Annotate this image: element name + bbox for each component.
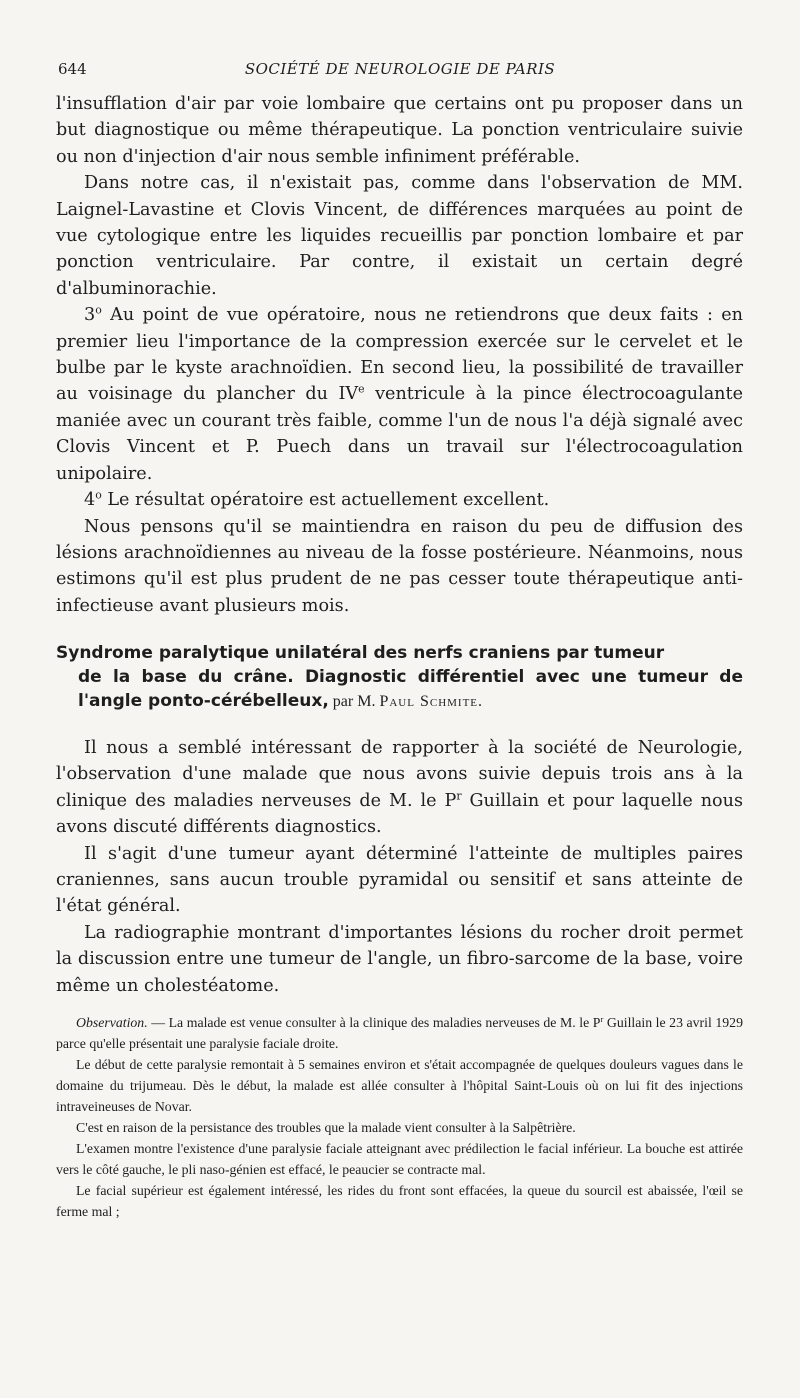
article-body [56,735,743,999]
dash: — [147,1015,169,1030]
title-superscript: r [456,789,462,803]
paragraph: Il s'agit d'une tumeur ayant déterminé l'atteinte de multiples paires craniennes, sans aucun trouble pyramidal ou sensitif et sans atteinte de l'état général. [56,843,743,917]
paragraph-text: Guillain et pour laquelle nous avons discuté différents diagnostics. [56,790,743,838]
ordinal-superscript: o [95,303,102,317]
paragraph-text: Il nous a semblé intéressant de rapporter à la société de Neurologie, l'observation d'une malade que nous avons suivie depuis trois ans à la clinique des maladies nerveuses de M. le P [56,738,743,811]
paragraph-point-4 [56,487,743,513]
paragraph-text: Guillain le 23 avril 1929 parce qu'elle présentait une paralysie faciale droite. [56,1015,743,1051]
page-number: 644 [58,60,87,78]
point-number: 3 [84,305,96,326]
heading-text: de la base du crâne. Diagnostic différentiel avec une tumeur de l'angle ponto-cérébelleux, [78,667,743,711]
ordinal-superscript: e [358,382,365,396]
observation-section [56,1012,743,1222]
observation-paragraph: C'est en raison de la persistance des troubles que la malade vient consulter à la Salpêtrière. [76,1120,576,1135]
paragraph-point-3 [56,302,743,487]
observation-paragraph: Le début de cette paralysie remontait à 5 semaines environ et s'était accompagnée de quelques douleurs vagues dans le domaine du trijumeau. Dès le début, la malade est allée consulter à l'hôpital Saint-Louis où on lui fit des injections intraveineuses de Novar. [56,1057,743,1114]
running-header [54,60,746,82]
paragraph: Dans notre cas, il n'existait pas, comme dans l'observation de MM. Laignel-Lavastine et Clovis Vincent, de différences marquées au point de vue cytologique entre les liquides recueillis par ponction lombaire et par ponction ventriculaire. Par contre, il existait un certain degré d'albuminorachie. [56,173,743,299]
paragraph: Nous pensons qu'il se maintiendra en raison du peu de diffusion des lésions arachnoïdiennes au niveau de la fosse postérieure. Néanmoins, nous estimons qu'il est plus prudent de ne pas cesser toute thérapeutique anti-infectieuse avant plusieurs mois. [56,516,743,616]
running-title: SOCIÉTÉ DE NEUROLOGIE DE PARIS [244,60,556,78]
article-heading [56,641,743,714]
paragraph-text: La malade est venue consulter à la clinique des maladies nerveuses de M. le P [168,1015,601,1030]
point-number: 4 [84,490,96,511]
paragraph-text: Le résultat opératoire est actuellement excellent. [101,490,550,511]
heading-line-continued [56,665,743,714]
paragraph: l'insufflation d'air par voie lombaire que certains ont pu proposer dans un but diagnostique ou même thérapeutique. La ponction ventriculaire suivie ou non d'injection d'air nous semble infiniment préférable. [56,94,743,167]
paragraph-text: ventricule à la pince électrocoagulante maniée avec un courant très faible, comme l'un de nous l'a déjà signalé avec Clovis Vincent et P. Puech dans un travail sur l'électrocoagulation unipolaire. [56,384,743,484]
observation-paragraph: Le facial supérieur est également intéressé, les rides du front sont effacées, la queue du sourcil est abaissée, l'œil se ferme mal ; [56,1183,743,1219]
observation-paragraph [56,1012,743,1054]
observation-paragraph: L'examen montre l'existence d'une paralysie faciale atteignant avec prédilection le facial inférieur. La bouche est attirée vers le côté gauche, le pli naso-génien est effacé, le peaucier se contracte mal. [56,1141,743,1177]
author-name: Paul Schmite. [379,693,484,710]
heading-line: Syndrome paralytique unilatéral des nerfs craniens par tumeur [56,643,665,663]
section-continued-text [56,91,743,619]
paragraph: La radiographie montrant d'importantes lésions du rocher droit permet la discussion entre une tumeur de l'angle, un fibro-sarcome de la base, voire même un cholestéatome. [56,922,743,996]
byline-prefix: par M. [328,693,380,710]
ordinal-superscript: o [95,488,102,502]
observation-label: Observation. [76,1015,148,1030]
title-superscript: r [600,1013,604,1024]
byline [329,693,483,710]
paragraph-text: Au point de vue opératoire, nous ne retiendrons que deux faits : en premier lieu l'importance de la compression exercée sur le cervelet et le bulbe par le kyste arachnoïdien. En second lieu, la possibilité de travailler au voisinage du plancher du IV [56,305,743,405]
paragraph [56,735,743,841]
